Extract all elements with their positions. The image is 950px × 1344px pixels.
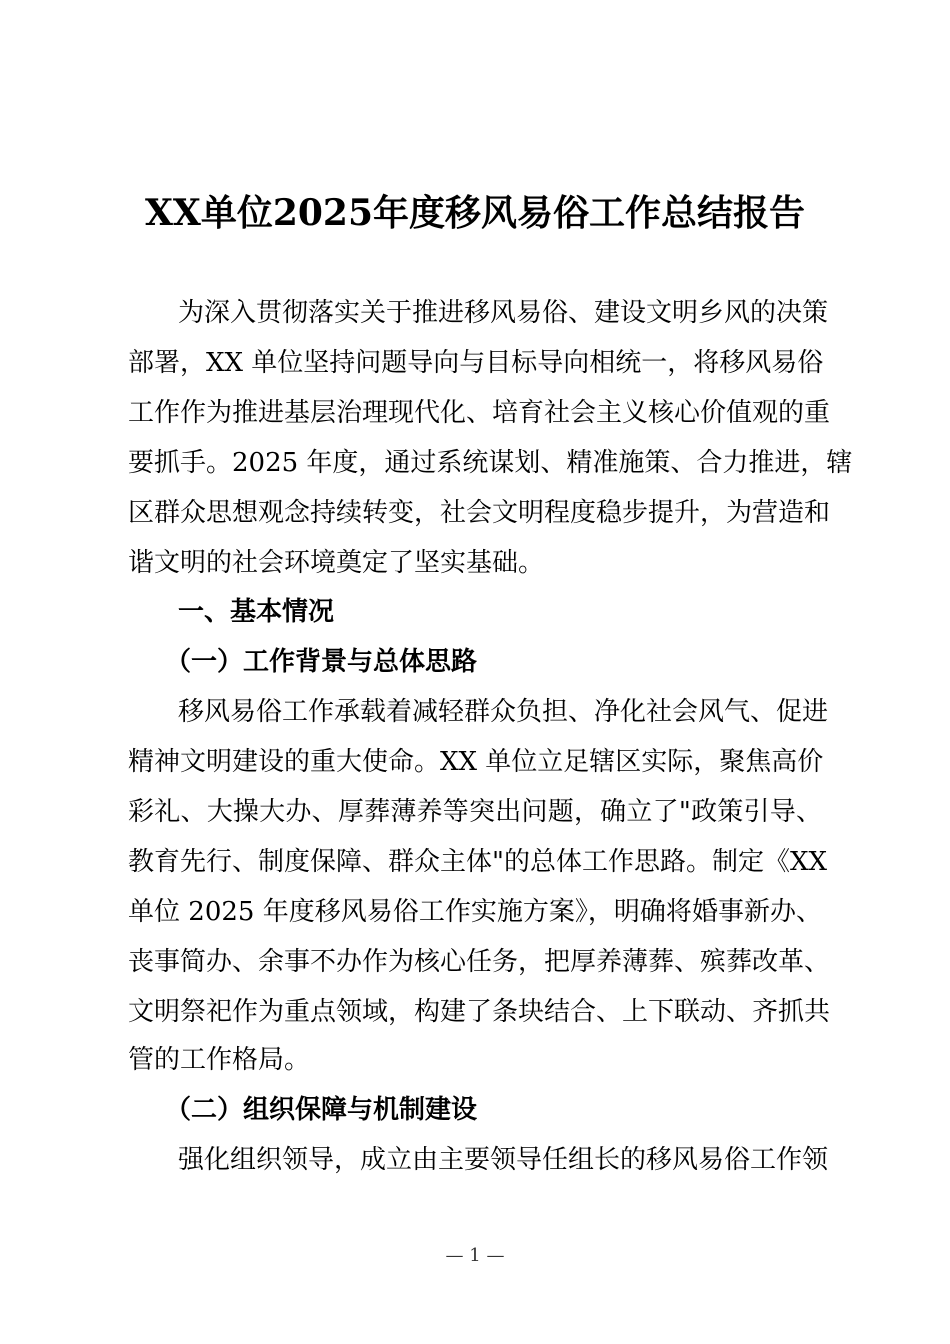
paragraph-line: 教育先行、制度保障、群众主体"的总体工作思路。制定《XX — [128, 847, 827, 877]
document-title: XX单位2025年度移风易俗工作总结报告 — [144, 192, 806, 234]
paragraph-line: 单位 2025 年度移风易俗工作实施方案》，明确将婚事新办、 — [128, 897, 822, 927]
page-number: — 1 — — [445, 1245, 505, 1266]
paragraph-line: 谐文明的社会环境奠定了坚实基础。 — [128, 548, 545, 578]
subsection-heading: （一）工作背景与总体思路 — [165, 647, 478, 677]
subsection-heading: （二）组织保障与机制建设 — [165, 1095, 478, 1125]
paragraph-line: 丧事简办、余事不办作为核心任务，把厚养薄葬、殡葬改革、 — [128, 947, 831, 977]
paragraph-line: 文明祭祀作为重点领域，构建了条块结合、上下联动、齐抓共 — [128, 997, 831, 1027]
paragraph-line: 工作作为推进基层治理现代化、培育社会主义核心价值观的重 — [128, 398, 831, 428]
paragraph-line: 部署，XX 单位坚持问题导向与目标导向相统一，将移风易俗 — [128, 348, 824, 378]
paragraph-line: 管的工作格局。 — [128, 1045, 311, 1075]
paragraph-line: 移风易俗工作承载着减轻群众负担、净化社会风气、促进 — [178, 697, 829, 727]
paragraph-line: 强化组织领导，成立由主要领导任组长的移风易俗工作领 — [178, 1145, 829, 1175]
paragraph-line: 为深入贯彻落实关于推进移风易俗、建设文明乡风的决策 — [178, 298, 829, 328]
paragraph-line: 区群众思想观念持续转变，社会文明程度稳步提升，为营造和 — [128, 498, 831, 528]
paragraph-line: 要抓手。2025 年度，通过系统谋划、精准施策、合力推进，辖 — [128, 448, 853, 478]
section-heading: 一、基本情况 — [178, 597, 335, 627]
paragraph-line: 彩礼、大操大办、厚葬薄养等突出问题，确立了"政策引导、 — [128, 797, 822, 827]
paragraph-line: 精神文明建设的重大使命。XX 单位立足辖区实际，聚焦高价 — [128, 747, 824, 777]
